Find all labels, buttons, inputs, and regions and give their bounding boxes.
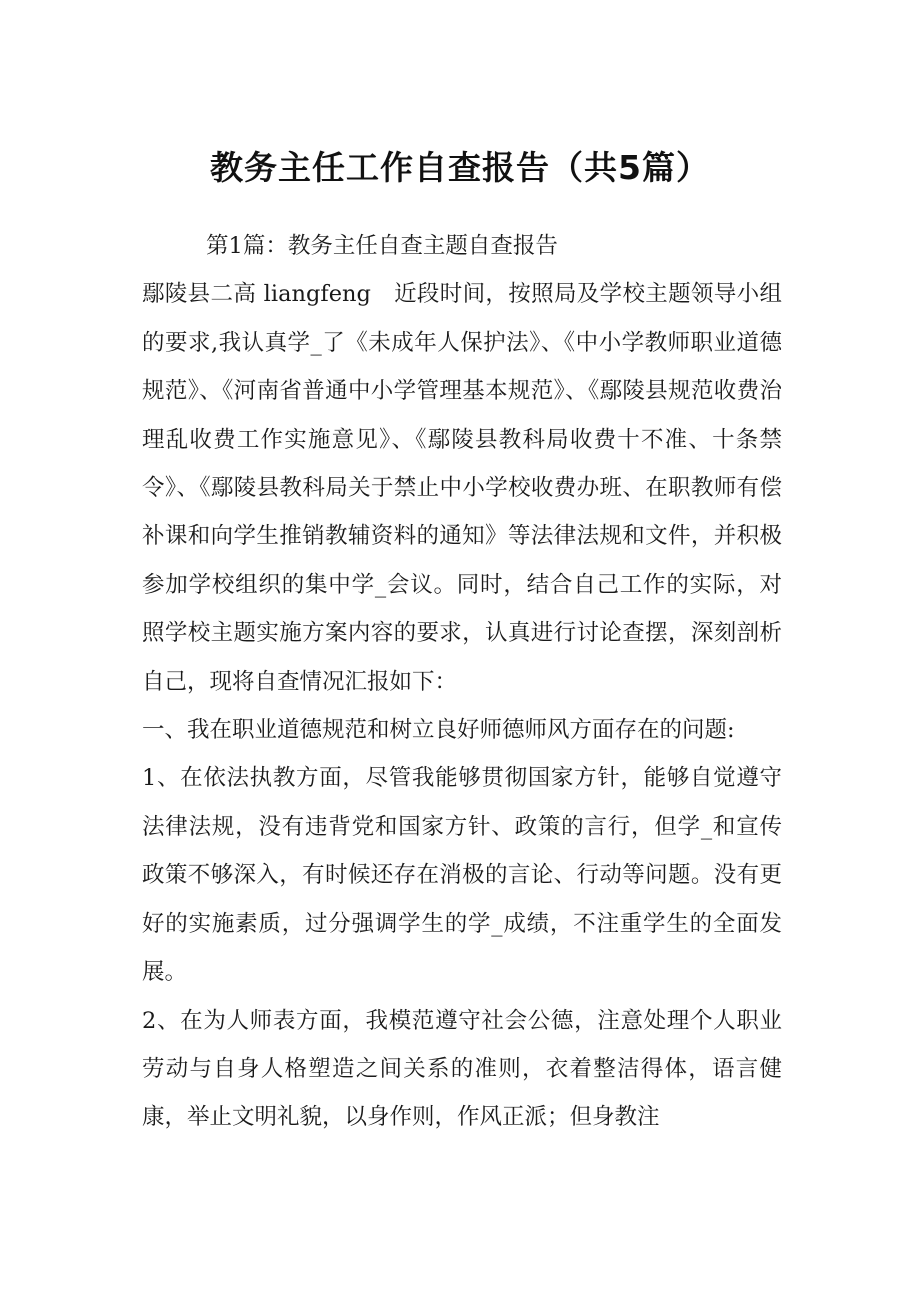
section-heading: 第1篇：教务主任自查主题自查报告 (206, 233, 558, 259)
body-paragraph: 一、我在职业道德规范和树立良好师德师风方面存在的问题: (142, 717, 735, 744)
document-body (142, 222, 782, 1142)
body-paragraph: 2、在为人师表方面，我模范遵守社会公德，注意处理个人职业劳动与自身人格塑造之间关系的准则，衣着整洁得体，语言健康，举止文明礼貌，以身作则，作风正派；但身教注 (142, 1007, 782, 1131)
document-title: 教务主任工作自查报告（共5篇） (210, 148, 710, 187)
body-paragraph: 鄢陵县二高 liangfeng 近段时间，按照局及学校主题领导小组的要求,我认真学_了《未成年人保护法》、《中小学教师职业道德规范》、《河南省普通中小学管理基本规范》、《鄢陵县规范收费治理乱收费工作实施意见》、《鄢陵县教科局收费十不准、十条禁令》、《鄢陵县教科局关于禁止中小学校收费办班、在职教师有偿补课和向学生推销教辅资料的通知》等法律法规和文件，并积极参加学校组织的集中学_会议。同时，结合自己工作的实际，对照学校主题实施方案内容的要求，认真进行讨论查摆，深刻剖析自己，现将自查情况汇报如下： (142, 281, 782, 695)
body-paragraph: 1、在依法执教方面，尽管我能够贯彻国家方针，能够自觉遵守法律法规，没有违背党和国家方针、政策的言行，但学_和宣传政策不够深入，有时候还存在消极的言论、行动等问题。没有更好的实施素质，过分强调学生的学_成绩，不注重学生的全面发展。 (142, 765, 782, 986)
